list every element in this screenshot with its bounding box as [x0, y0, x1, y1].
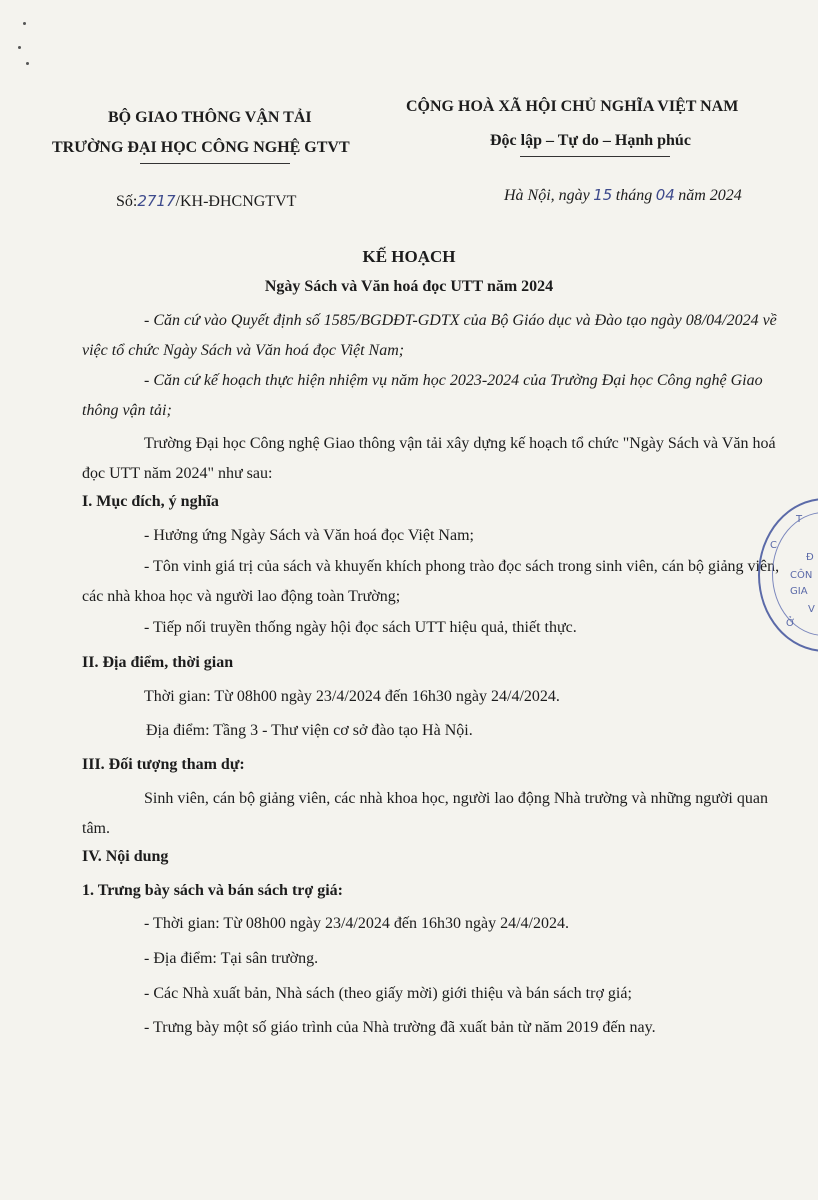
section-4-1-item: - Các Nhà xuất bản, Nhà sách (theo giấy mời) giới thiệu và bán sách trợ giá; — [144, 985, 632, 1002]
header-underline-left — [140, 163, 290, 164]
scan-speck — [18, 46, 21, 49]
university-name: TRƯỜNG ĐẠI HỌC CÔNG NGHỆ GTVT — [52, 139, 350, 156]
section-1-heading: I. Mục đích, ý nghĩa — [82, 493, 219, 510]
seal-letter: C — [770, 540, 777, 551]
basis-decision: - Căn cứ vào Quyết định số 1585/BGDĐT-GDTX của Bộ Giáo dục và Đào tạo ngày 08/04/2024 về việc tổ chức Ngày Sách và Văn hoá đọc Việt Nam; — [82, 312, 777, 359]
section-4-1-item: - Địa điểm: Tại sân trường. — [144, 950, 319, 967]
number-suffix: /KH-ĐHCNGTVT — [175, 193, 297, 210]
section-3-heading: III. Đối tượng tham dự: — [82, 756, 245, 773]
document-date — [504, 186, 742, 205]
seal-letter: CÔN — [790, 570, 813, 581]
date-mid: tháng — [615, 187, 653, 204]
section-1-item: - Hưởng ứng Ngày Sách và Văn hoá đọc Việt Nam; — [144, 527, 474, 544]
section-2-time: Thời gian: Từ 08h00 ngày 23/4/2024 đến 16h30 ngày 24/4/2024. — [144, 688, 560, 705]
section-1-item: - Tôn vinh giá trị của sách và khuyến khích phong trào đọc sách trong sinh viên, cán bộ giảng viên, các nhà khoa học và người lao động toàn Trường; — [82, 558, 780, 605]
date-year: năm 2024 — [678, 187, 742, 204]
section-2-heading: II. Địa điểm, thời gian — [82, 654, 234, 671]
scan-speck — [23, 22, 26, 25]
document-number — [116, 192, 296, 211]
header-underline-right — [520, 156, 670, 157]
seal-letter: T — [796, 514, 803, 525]
section-3-text: Sinh viên, cán bộ giảng viên, các nhà khoa học, người lao động Nhà trường và những người quan tâm. — [82, 790, 768, 837]
section-4-1-item: - Trưng bày một số giáo trình của Nhà trường đã xuất bản từ năm 2019 đến nay. — [144, 1019, 656, 1036]
handwritten-day: 15 — [593, 186, 613, 204]
handwritten-month: 04 — [655, 186, 675, 204]
seal-letter: V — [808, 604, 815, 615]
number-prefix: Số: — [116, 193, 138, 210]
seal-letter: Ở — [786, 618, 796, 629]
seal-letter: Đ — [806, 552, 814, 563]
intro-paragraph: Trường Đại học Công nghệ Giao thông vận tải xây dựng kế hoạch tổ chức "Ngày Sách và Văn hoá đọc UTT năm 2024" như sau: — [82, 435, 776, 482]
ministry-name: BỘ GIAO THÔNG VẬN TẢI — [108, 109, 312, 126]
section-4-1-heading: 1. Trưng bày sách và bán sách trợ giá: — [82, 882, 344, 899]
scan-speck — [26, 62, 29, 65]
section-2-place: Địa điểm: Tầng 3 - Thư viện cơ sở đào tạo Hà Nội. — [146, 722, 473, 739]
document-subtitle: Ngày Sách và Văn hoá đọc UTT năm 2024 — [264, 278, 554, 295]
section-4-heading: IV. Nội dung — [82, 848, 169, 865]
seal-letter: GIA — [790, 586, 808, 597]
motto: Độc lập – Tự do – Hạnh phúc — [490, 132, 691, 149]
country-name: CỘNG HOÀ XÃ HỘI CHỦ NGHĨA VIỆT NAM — [406, 98, 739, 115]
basis-plan: - Căn cứ kế hoạch thực hiện nhiệm vụ năm học 2023-2024 của Trường Đại học Công nghệ Giao thông vận tải; — [82, 372, 763, 419]
section-4-1-item: - Thời gian: Từ 08h00 ngày 23/4/2024 đến 16h30 ngày 24/4/2024. — [144, 915, 569, 932]
section-1-item: - Tiếp nối truyền thống ngày hội đọc sách UTT hiệu quả, thiết thực. — [144, 619, 577, 636]
document-title: KẾ HOẠCH — [362, 247, 456, 266]
handwritten-number: 2717 — [137, 192, 176, 210]
date-prefix: Hà Nội, ngày — [504, 187, 590, 204]
